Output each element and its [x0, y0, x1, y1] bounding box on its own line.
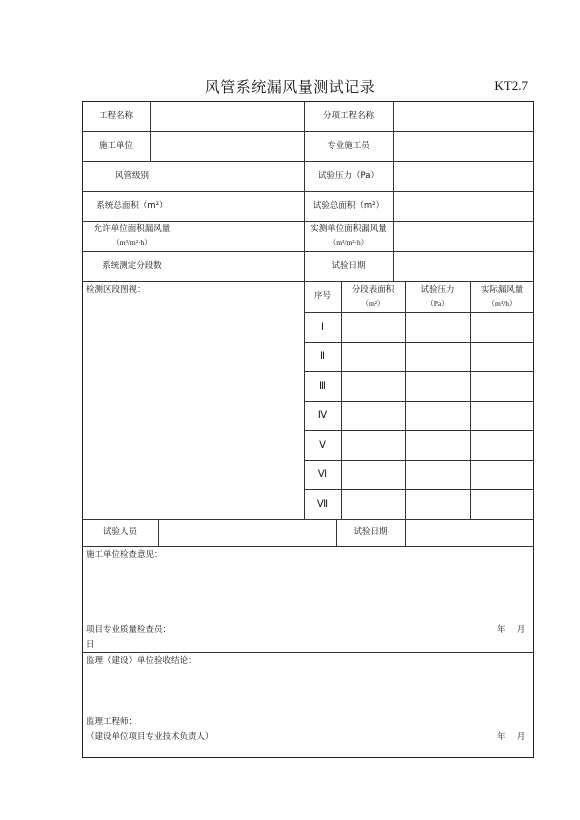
- row-number: Ⅱ: [320, 351, 325, 362]
- signoff-date-value[interactable]: [405, 519, 534, 546]
- test-total-area-value[interactable]: [393, 191, 534, 221]
- sub-project-name-value[interactable]: [393, 101, 534, 131]
- form-title: 风管系统漏风量测试记录: [204, 78, 376, 96]
- professional-worker-value[interactable]: [393, 131, 534, 161]
- diagram-label: 检测区段图视：: [86, 285, 146, 295]
- header-pressure-unit: （Pa）: [426, 298, 449, 308]
- row-number: Ⅳ: [317, 410, 328, 421]
- duct-class-value[interactable]: [182, 161, 304, 191]
- segments-count-label: 系统测定分段数: [102, 260, 162, 271]
- allowable-leak-line1: 允许单位面积漏风量: [93, 224, 171, 234]
- construction-unit-label: 施工单位: [98, 140, 133, 151]
- project-name-value[interactable]: [150, 101, 304, 131]
- measured-leak-unit: （m³/m²·h）: [328, 238, 369, 247]
- header-seq: 序号: [313, 291, 331, 301]
- diagram-area[interactable]: [84, 298, 302, 517]
- test-total-area-label: 试验总面积（m²）: [312, 200, 385, 211]
- test-pressure-value[interactable]: [393, 161, 534, 191]
- row-number: Ⅶ: [316, 498, 329, 510]
- measured-leak-line1: 实测单位面积漏风量: [310, 224, 387, 234]
- signoff-date-label: 试验日期: [353, 527, 388, 537]
- quality-inspector-label: 项目专业质量检查员：: [86, 625, 172, 635]
- construction-unit-value[interactable]: [150, 131, 304, 161]
- allowable-leak-value[interactable]: [182, 221, 304, 251]
- header-leak-unit: （m³/h）: [487, 298, 517, 308]
- header-area-line1: 分段表面积: [351, 284, 395, 295]
- allowable-leak-label: [82, 221, 182, 251]
- project-name-label: 工程名称: [98, 110, 133, 121]
- test-date-value[interactable]: [393, 251, 534, 281]
- header-pressure-line1: 试验压力: [420, 284, 455, 295]
- tester-value[interactable]: [158, 519, 336, 546]
- allowable-leak-unit: （m³/m²·h）: [112, 238, 152, 247]
- system-total-area-value[interactable]: [182, 191, 304, 221]
- header-leak: [470, 281, 534, 312]
- header-area: [341, 281, 405, 312]
- test-pressure-label: 试验压力（Pa）: [318, 170, 379, 181]
- supervision-engineer-label: 监理工程师：: [86, 717, 138, 727]
- row-number: Ⅴ: [319, 439, 326, 451]
- tester-label: 试验人员: [102, 527, 137, 537]
- form-code: KT2.7: [494, 78, 528, 93]
- measured-leak-label: [304, 221, 393, 251]
- construction-check-label: 施工单位检查意见：: [86, 550, 163, 560]
- test-date-label: 试验日期: [331, 260, 366, 271]
- supervision-year-month: 年 月: [497, 732, 526, 742]
- row-number: Ⅲ: [319, 380, 326, 392]
- header-leak-line1: 实际漏风量: [480, 284, 524, 295]
- construction-check-year-month: 年 月: [497, 625, 526, 635]
- supervision-engineer-note: （建设单位项目专业技术负责人）: [86, 732, 214, 742]
- row-number: Ⅰ: [321, 321, 324, 333]
- system-total-area-label: 系统总面积（m²）: [96, 200, 168, 211]
- header-area-unit: （m²）: [361, 298, 385, 308]
- duct-class-label: 风管级别: [114, 170, 149, 181]
- supervision-label: 监理（建设）单位验收结论：: [86, 656, 197, 666]
- row-number: Ⅵ: [317, 469, 328, 480]
- segments-count-value[interactable]: [182, 251, 304, 281]
- header-pressure: [405, 281, 470, 312]
- sub-project-name-label: 分项工程名称: [322, 110, 374, 121]
- professional-worker-label: 专业施工员: [327, 140, 370, 151]
- construction-check-day: 日: [86, 640, 95, 650]
- measured-leak-value[interactable]: [393, 221, 534, 251]
